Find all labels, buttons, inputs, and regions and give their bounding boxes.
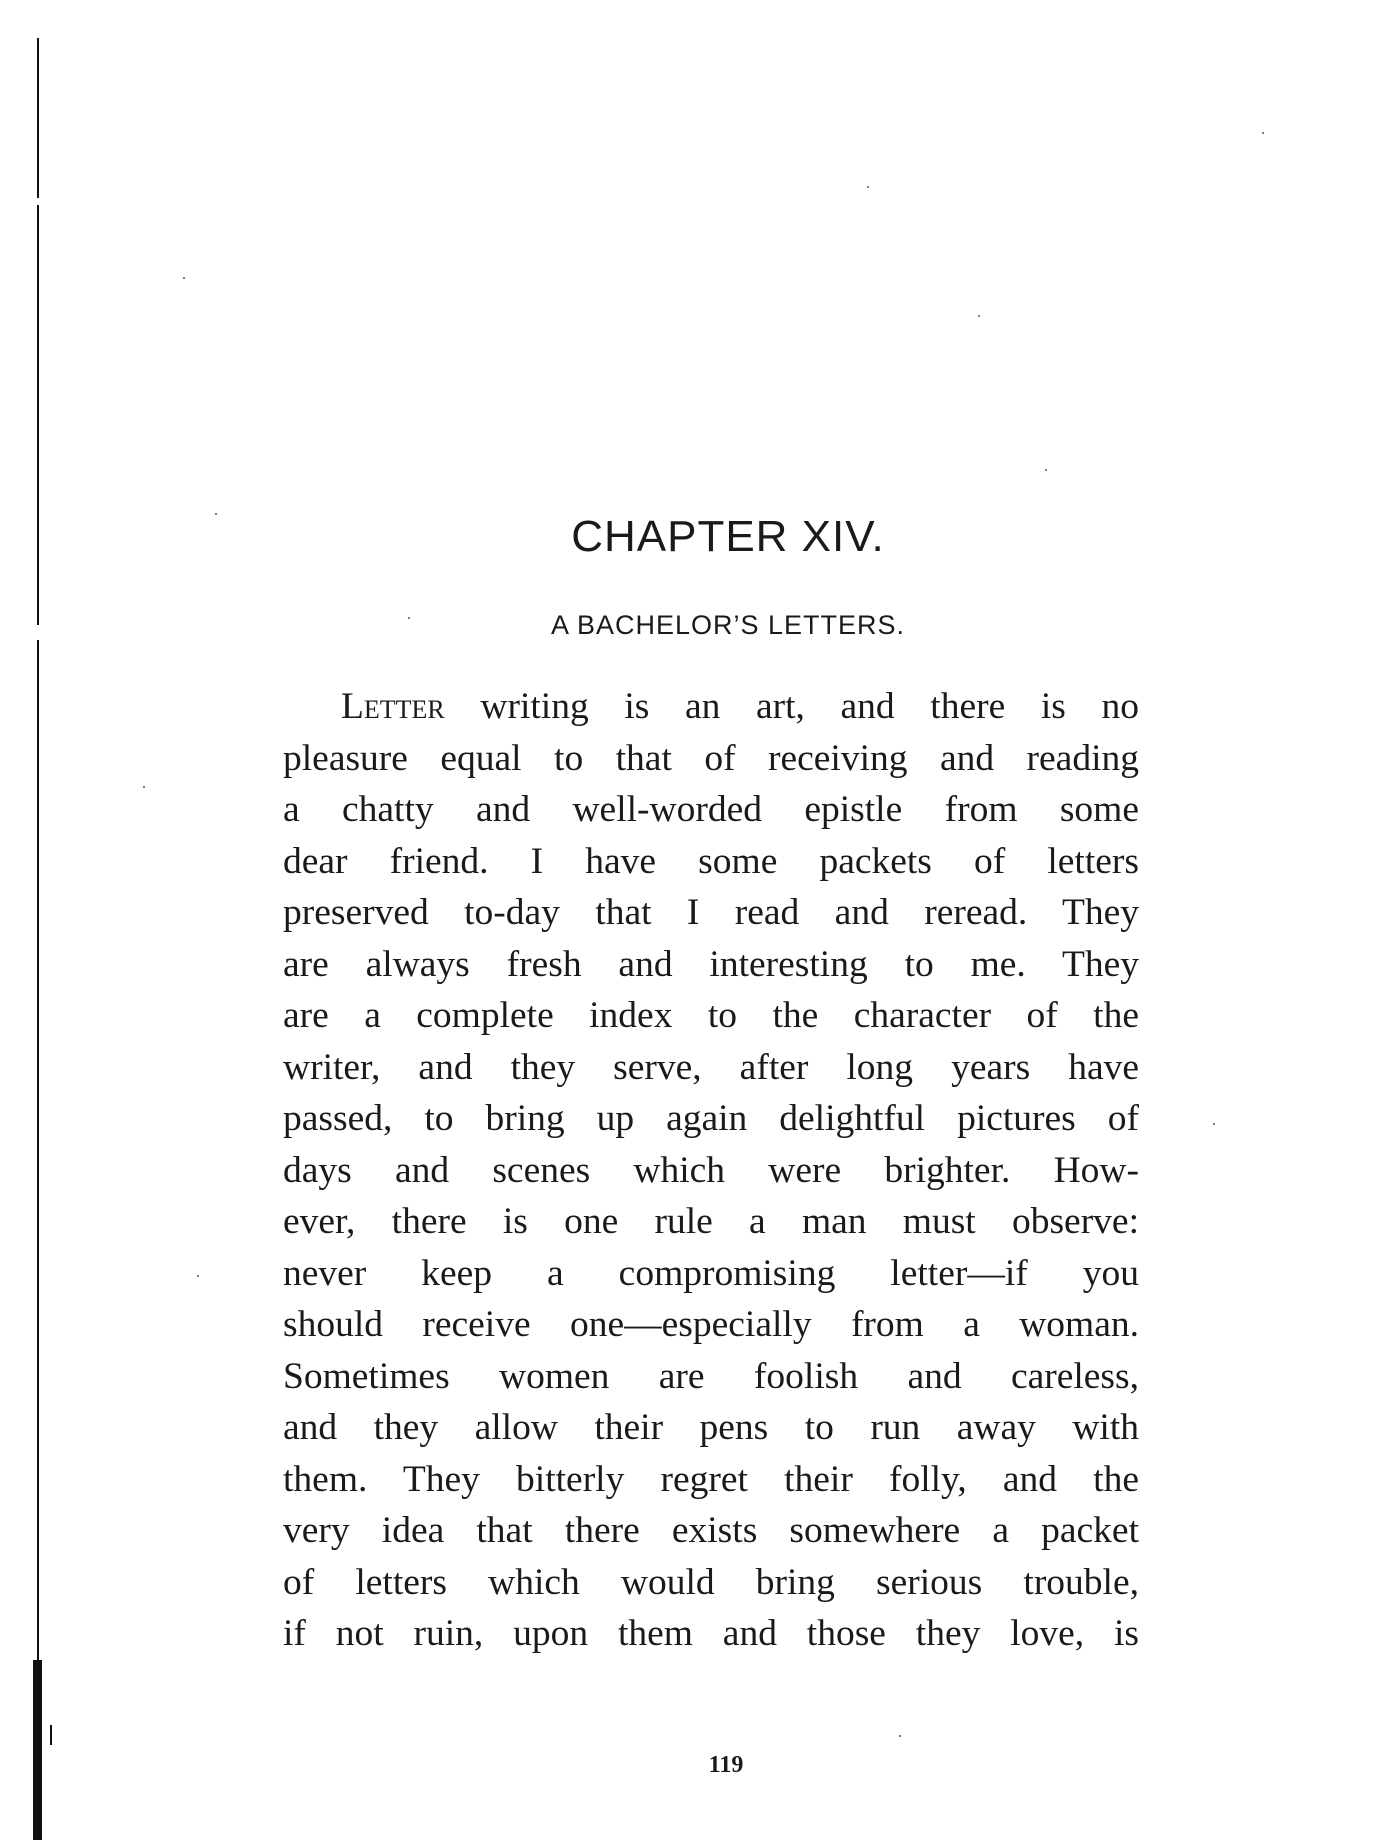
scan-speck — [1262, 132, 1264, 134]
text-line: should receive one—especially from a woman. — [283, 1304, 1139, 1345]
text-line: a chatty and well-worded epistle from some — [283, 789, 1139, 830]
text-line: passed, to bring up again delightful pictures of — [283, 1098, 1139, 1139]
text-line: Letter writing is an art, and there is no — [341, 686, 1139, 727]
binding-edge-mark — [33, 1660, 42, 1840]
scan-speck — [978, 315, 980, 317]
scan-speck — [1045, 469, 1047, 471]
scan-speck — [899, 1735, 901, 1737]
text-line: and they allow their pens to run away with — [283, 1407, 1139, 1448]
binding-edge-mark — [50, 1725, 52, 1745]
text-line: never keep a compromising letter—if you — [283, 1252, 1139, 1294]
scan-speck — [197, 1275, 199, 1277]
first-word-small-caps: Letter — [341, 686, 445, 727]
chapter-title: CHAPTER XIV. — [571, 512, 885, 561]
text-line: preserved to-day that I read and reread. They — [283, 892, 1139, 933]
text-line: days and scenes which were brighter. How- — [283, 1149, 1139, 1191]
scan-speck — [867, 186, 869, 188]
page-number: 119 — [708, 1752, 744, 1778]
binding-edge-line — [37, 205, 39, 625]
body-paragraph — [283, 681, 1139, 1660]
binding-edge-line — [37, 38, 39, 198]
text-line: writer, and they serve, after long years have — [283, 1046, 1139, 1088]
binding-edge-line — [37, 640, 39, 1660]
text-line: ever, there is one rule a man must observe: — [283, 1201, 1139, 1242]
scan-speck — [143, 786, 145, 788]
chapter-subtitle: A BACHELOR’S LETTERS. — [550, 610, 906, 640]
text-line: Sometimes women are foolish and careless, — [283, 1355, 1139, 1397]
text-line: are a complete index to the character of the — [283, 995, 1139, 1036]
scan-speck — [183, 277, 185, 279]
text-line: of letters which would bring serious trouble, — [283, 1561, 1139, 1603]
text-line: very idea that there exists somewhere a packet — [283, 1510, 1139, 1551]
text-line: are always fresh and interesting to me. They — [283, 943, 1139, 985]
scan-speck — [1213, 1123, 1215, 1125]
text-line: pleasure equal to that of receiving and reading — [283, 737, 1139, 779]
text-line: dear friend. I have some packets of letters — [283, 840, 1139, 882]
text-line: if not ruin, upon them and those they love, is — [283, 1613, 1139, 1654]
text-line: them. They bitterly regret their folly, and the — [283, 1458, 1139, 1500]
